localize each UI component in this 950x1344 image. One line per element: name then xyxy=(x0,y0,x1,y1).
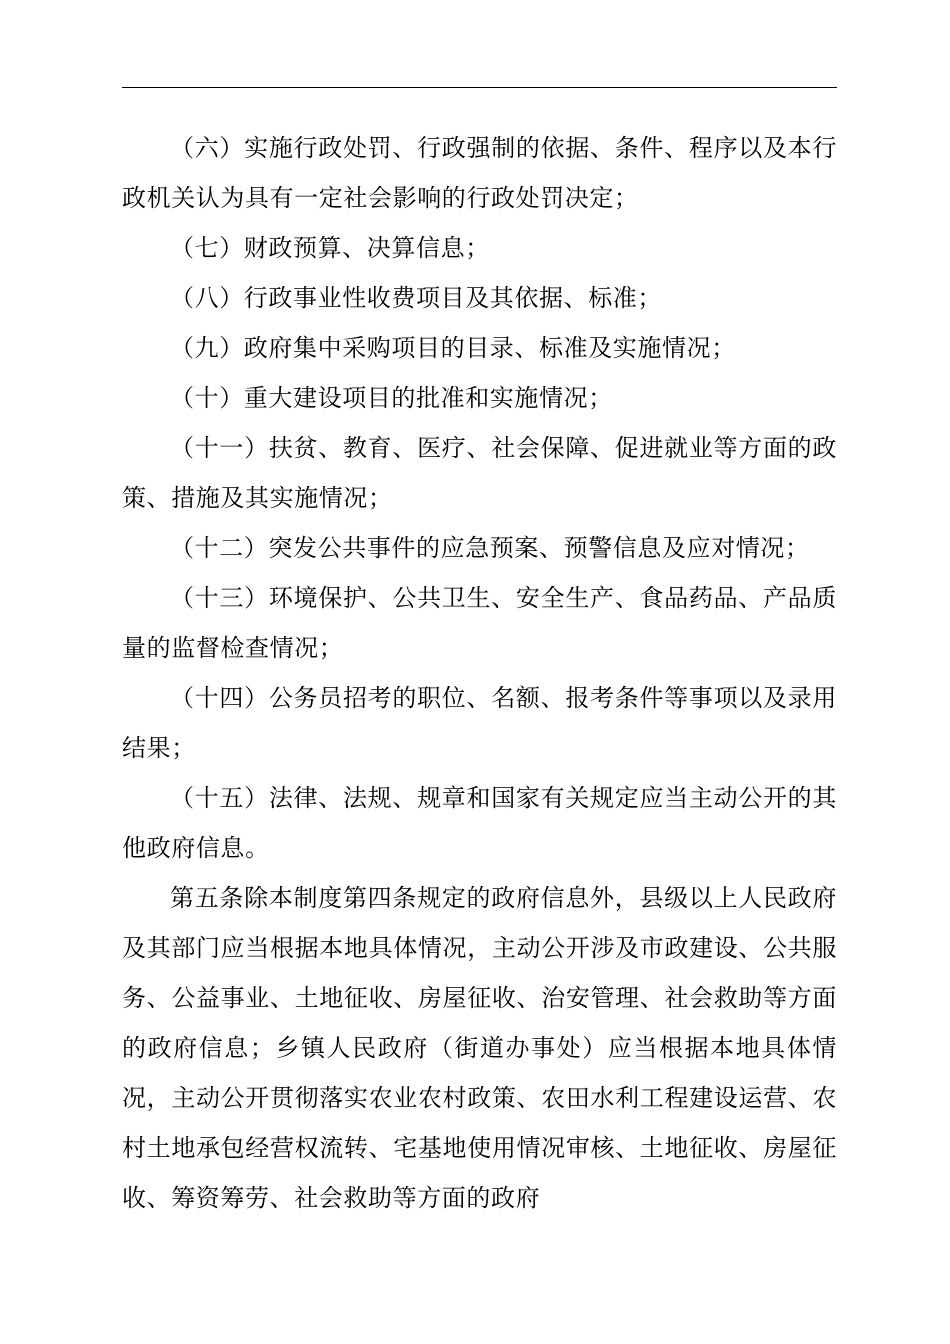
paragraph-item-9: （九）政府集中采购项目的目录、标准及实施情况； xyxy=(170,334,736,362)
article-5-paragraph: 第五条除本制度第四条规定的政府信息外，县级以上人民政府及其部门应当根据本地具体情况，主动公开涉及市政建设、公共服务、公益事业、土地征收、房屋征收、治安管理、社会救助等方面的政府信息；乡镇人民政府（街道办事处）应当根据本地具体情况，主动公开贯彻落实农业农村政策、农田水利工程建设运营、农村土地承包经营权流转、宅基地使用情况审核、土地征收、房屋征收、筹资筹劳、社会救助等方面的政府 xyxy=(122,884,837,1212)
paragraph-item-11: （十一）扶贫、教育、医疗、社会保障、促进就业等方面的政策、措施及其实施情况； xyxy=(122,434,837,512)
document-body xyxy=(122,123,837,1223)
paragraph-item-8: （八）行政事业性收费项目及其依据、标准； xyxy=(170,284,662,312)
paragraph-item-13: （十三）环境保护、公共卫生、安全生产、食品药品、产品质量的监督检查情况； xyxy=(122,584,837,662)
paragraph-item-7: （七）财政预算、决算信息； xyxy=(170,234,490,262)
paragraph-item-10: （十）重大建设项目的批准和实施情况； xyxy=(170,384,613,412)
paragraph-item-14: （十四）公务员招考的职位、名额、报考条件等事项以及录用结果； xyxy=(122,684,837,762)
paragraph-item-15: （十五）法律、法规、规章和国家有关规定应当主动公开的其他政府信息。 xyxy=(122,784,837,862)
header-rule xyxy=(122,87,837,88)
paragraph-item-12: （十二）突发公共事件的应急预案、预警信息及应对情况； xyxy=(170,534,810,562)
paragraph-item-6: （六）实施行政处罚、行政强制的依据、条件、程序以及本行政机关认为具有一定社会影响的行政处罚决定； xyxy=(122,134,837,212)
